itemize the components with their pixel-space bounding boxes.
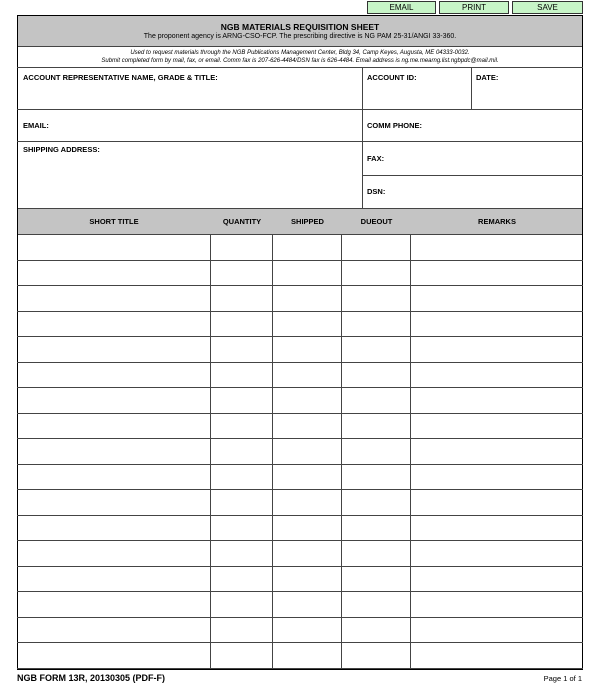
cell-shipped[interactable]: [273, 261, 342, 287]
cell-shipped[interactable]: [273, 235, 342, 261]
cell-shipped[interactable]: [273, 618, 342, 644]
cell-remarks[interactable]: [411, 643, 583, 669]
cell-short-title[interactable]: [17, 439, 211, 465]
cell-short-title[interactable]: [17, 465, 211, 491]
cell-shipped[interactable]: [273, 592, 342, 618]
cell-short-title[interactable]: [17, 643, 211, 669]
cell-dueout[interactable]: [342, 388, 411, 414]
form-title: NGB MATERIALS REQUISITION SHEET: [220, 22, 380, 32]
instructions-line-2: Submit completed form by mail, fax, or email. Comm fax is 207-626-4484/DSN fax is 626-4484. Email address is ng.me.mearng.list.ngbpdc@mail.mil.: [101, 58, 499, 64]
cell-dueout[interactable]: [342, 286, 411, 312]
save-button[interactable]: SAVE: [512, 1, 583, 14]
cell-short-title[interactable]: [17, 261, 211, 287]
cell-short-title[interactable]: [17, 337, 211, 363]
cell-quantity[interactable]: [211, 414, 273, 440]
cell-dueout[interactable]: [342, 516, 411, 542]
account-id-field[interactable]: ACCOUNT ID:: [367, 73, 417, 82]
cell-shipped[interactable]: [273, 516, 342, 542]
cell-dueout[interactable]: [342, 465, 411, 491]
cell-remarks[interactable]: [411, 465, 583, 491]
form-header: [18, 16, 582, 47]
cell-dueout[interactable]: [342, 235, 411, 261]
cell-quantity[interactable]: [211, 465, 273, 491]
cell-dueout[interactable]: [342, 490, 411, 516]
cell-remarks[interactable]: [411, 286, 583, 312]
cell-short-title[interactable]: [17, 541, 211, 567]
comm-phone-field[interactable]: COMM PHONE:: [367, 121, 422, 130]
cell-dueout[interactable]: [342, 312, 411, 338]
cell-remarks[interactable]: [411, 618, 583, 644]
cell-quantity[interactable]: [211, 618, 273, 644]
cell-remarks[interactable]: [411, 363, 583, 389]
cell-remarks[interactable]: [411, 337, 583, 363]
cell-short-title[interactable]: [17, 286, 211, 312]
cell-quantity[interactable]: [211, 592, 273, 618]
cell-shipped[interactable]: [273, 363, 342, 389]
cell-short-title[interactable]: [17, 567, 211, 593]
cell-remarks[interactable]: [411, 261, 583, 287]
date-field[interactable]: DATE:: [476, 73, 499, 82]
cell-quantity[interactable]: [211, 363, 273, 389]
cell-dueout[interactable]: [342, 337, 411, 363]
cell-short-title[interactable]: [17, 592, 211, 618]
cell-short-title[interactable]: [17, 388, 211, 414]
email-field[interactable]: EMAIL:: [23, 121, 49, 130]
cell-short-title[interactable]: [17, 414, 211, 440]
cell-shipped[interactable]: [273, 337, 342, 363]
cell-shipped[interactable]: [273, 312, 342, 338]
col-short-title: SHORT TITLE: [89, 217, 139, 226]
cell-remarks[interactable]: [411, 516, 583, 542]
cell-shipped[interactable]: [273, 439, 342, 465]
cell-remarks[interactable]: [411, 541, 583, 567]
rep-name-field[interactable]: ACCOUNT REPRESENTATIVE NAME, GRADE & TITLE:: [23, 73, 218, 82]
cell-quantity[interactable]: [211, 439, 273, 465]
fax-field[interactable]: FAX:: [367, 154, 385, 163]
shipping-address-field[interactable]: SHIPPING ADDRESS:: [23, 145, 100, 154]
cell-dueout[interactable]: [342, 567, 411, 593]
page-number: Page 1 of 1: [543, 674, 582, 683]
instructions: [18, 49, 582, 65]
form-id: NGB FORM 13R, 20130305 (PDF-F): [17, 673, 166, 683]
col-remarks: REMARKS: [478, 217, 516, 226]
cell-quantity[interactable]: [211, 643, 273, 669]
cell-remarks[interactable]: [411, 490, 583, 516]
cell-short-title[interactable]: [17, 618, 211, 644]
cell-remarks[interactable]: [411, 439, 583, 465]
col-dueout: DUEOUT: [360, 217, 393, 226]
cell-shipped[interactable]: [273, 490, 342, 516]
cell-shipped[interactable]: [273, 567, 342, 593]
dsn-field[interactable]: DSN:: [367, 187, 386, 196]
cell-quantity[interactable]: [211, 388, 273, 414]
cell-short-title[interactable]: [17, 516, 211, 542]
cell-quantity[interactable]: [211, 516, 273, 542]
cell-shipped[interactable]: [273, 286, 342, 312]
cell-short-title[interactable]: [17, 490, 211, 516]
email-button[interactable]: EMAIL: [367, 1, 436, 14]
cell-shipped[interactable]: [273, 414, 342, 440]
cell-short-title[interactable]: [17, 312, 211, 338]
cell-quantity[interactable]: [211, 541, 273, 567]
cell-dueout[interactable]: [342, 618, 411, 644]
cell-dueout[interactable]: [342, 643, 411, 669]
cell-quantity[interactable]: [211, 567, 273, 593]
cell-quantity[interactable]: [211, 312, 273, 338]
cell-shipped[interactable]: [273, 541, 342, 567]
cell-quantity[interactable]: [211, 261, 273, 287]
cell-short-title[interactable]: [17, 363, 211, 389]
cell-dueout[interactable]: [342, 541, 411, 567]
cell-shipped[interactable]: [273, 388, 342, 414]
print-button[interactable]: PRINT: [439, 1, 509, 14]
cell-dueout[interactable]: [342, 363, 411, 389]
cell-quantity[interactable]: [211, 490, 273, 516]
cell-remarks[interactable]: [411, 592, 583, 618]
cell-short-title[interactable]: [17, 235, 211, 261]
instructions-line-1: Used to request materials through the NGB Publications Management Center, Bldg 34, Camp Keyes, Augusta, ME 04333-0032.: [130, 50, 470, 56]
cell-quantity[interactable]: [211, 337, 273, 363]
cell-dueout[interactable]: [342, 414, 411, 440]
cell-dueout[interactable]: [342, 592, 411, 618]
cell-shipped[interactable]: [273, 643, 342, 669]
cell-dueout[interactable]: [342, 439, 411, 465]
cell-remarks[interactable]: [411, 235, 583, 261]
cell-quantity[interactable]: [211, 286, 273, 312]
cell-shipped[interactable]: [273, 465, 342, 491]
cell-quantity[interactable]: [211, 235, 273, 261]
col-quantity: QUANTITY: [222, 217, 262, 226]
cell-remarks[interactable]: [411, 388, 583, 414]
form-subtitle: The proponent agency is ARNG-CSO-FCP. The prescribing directive is NG PAM 25-31/ANGI 33-360.: [143, 33, 457, 40]
col-shipped: SHIPPED: [291, 217, 324, 226]
cell-remarks[interactable]: [411, 414, 583, 440]
cell-dueout[interactable]: [342, 261, 411, 287]
cell-remarks[interactable]: [411, 312, 583, 338]
cell-remarks[interactable]: [411, 567, 583, 593]
